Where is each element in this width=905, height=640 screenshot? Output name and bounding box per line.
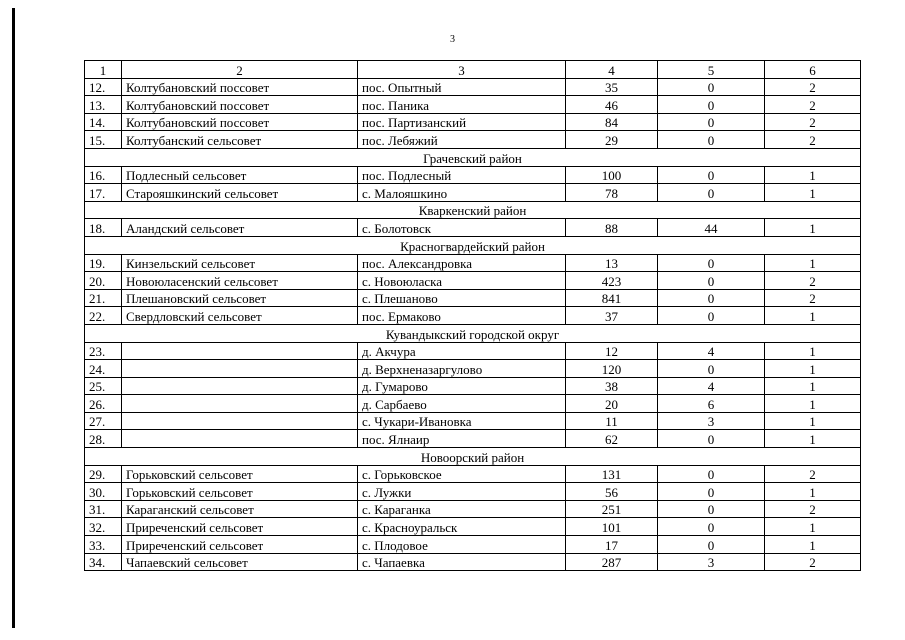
- row-number-cell: 14.: [85, 113, 122, 131]
- column-4-cell: 62: [566, 430, 658, 448]
- column-5-cell: 0: [658, 289, 765, 307]
- column-6-cell: 2: [765, 113, 861, 131]
- table-row: [85, 465, 861, 483]
- column-5-cell: 3: [658, 553, 765, 571]
- row-number-cell: 28.: [85, 430, 122, 448]
- row-number-cell: 17.: [85, 184, 122, 202]
- table-row: [85, 78, 861, 96]
- row-number-cell: 32.: [85, 518, 122, 536]
- settlement-cell: пос. Александровка: [358, 254, 566, 272]
- council-cell: Новоюласенский сельсовет: [122, 272, 358, 290]
- district-row: [85, 448, 861, 466]
- council-cell: Чапаевский сельсовет: [122, 553, 358, 571]
- district-title: Кваркенский район: [85, 201, 861, 219]
- council-cell: [122, 395, 358, 413]
- council-cell: [122, 412, 358, 430]
- council-cell: Подлесный сельсовет: [122, 166, 358, 184]
- council-cell: Приреченский сельсовет: [122, 518, 358, 536]
- council-cell: Плешановский сельсовет: [122, 289, 358, 307]
- settlement-cell: с. Малояшкино: [358, 184, 566, 202]
- council-cell: Караганский сельсовет: [122, 500, 358, 518]
- district-row: [85, 201, 861, 219]
- settlement-cell: с. Караганка: [358, 500, 566, 518]
- district-title: Грачевский район: [85, 148, 861, 166]
- settlement-cell: с. Красноуральск: [358, 518, 566, 536]
- column-header-1: 1: [85, 61, 122, 79]
- column-4-cell: 101: [566, 518, 658, 536]
- column-4-cell: 20: [566, 395, 658, 413]
- column-6-cell: 1: [765, 184, 861, 202]
- column-5-cell: 0: [658, 166, 765, 184]
- row-number-cell: 31.: [85, 500, 122, 518]
- column-6-cell: 1: [765, 483, 861, 501]
- column-4-cell: 423: [566, 272, 658, 290]
- column-4-cell: 56: [566, 483, 658, 501]
- column-4-cell: 46: [566, 96, 658, 114]
- row-number-cell: 29.: [85, 465, 122, 483]
- council-cell: Старояшкинский сельсовет: [122, 184, 358, 202]
- council-cell: [122, 377, 358, 395]
- table-row: [85, 430, 861, 448]
- district-title: Красногвардейский район: [85, 236, 861, 254]
- column-4-cell: 84: [566, 113, 658, 131]
- row-number-cell: 26.: [85, 395, 122, 413]
- column-6-cell: 2: [765, 96, 861, 114]
- column-6-cell: 1: [765, 360, 861, 378]
- column-4-cell: 100: [566, 166, 658, 184]
- council-cell: Кинзельский сельсовет: [122, 254, 358, 272]
- settlement-cell: пос. Ялнаир: [358, 430, 566, 448]
- column-5-cell: 4: [658, 377, 765, 395]
- column-4-cell: 13: [566, 254, 658, 272]
- column-5-cell: 0: [658, 307, 765, 325]
- council-cell: [122, 430, 358, 448]
- column-4-cell: 29: [566, 131, 658, 149]
- district-title: Новоорский район: [85, 448, 861, 466]
- column-5-cell: 0: [658, 184, 765, 202]
- settlement-cell: с. Горьковское: [358, 465, 566, 483]
- column-5-cell: 0: [658, 430, 765, 448]
- column-4-cell: 120: [566, 360, 658, 378]
- table-header-row: [85, 61, 861, 79]
- row-number-cell: 18.: [85, 219, 122, 237]
- district-row: [85, 148, 861, 166]
- column-6-cell: 2: [765, 500, 861, 518]
- row-number-cell: 15.: [85, 131, 122, 149]
- column-5-cell: 0: [658, 131, 765, 149]
- column-5-cell: 0: [658, 465, 765, 483]
- column-4-cell: 12: [566, 342, 658, 360]
- council-cell: Аландский сельсовет: [122, 219, 358, 237]
- column-6-cell: 2: [765, 78, 861, 96]
- row-number-cell: 20.: [85, 272, 122, 290]
- row-number-cell: 19.: [85, 254, 122, 272]
- column-6-cell: 1: [765, 342, 861, 360]
- column-5-cell: 0: [658, 78, 765, 96]
- column-6-cell: 1: [765, 518, 861, 536]
- council-cell: [122, 360, 358, 378]
- row-number-cell: 33.: [85, 536, 122, 554]
- settlement-cell: пос. Лебяжий: [358, 131, 566, 149]
- column-5-cell: 0: [658, 536, 765, 554]
- column-header-3: 3: [358, 61, 566, 79]
- column-6-cell: 1: [765, 377, 861, 395]
- row-number-cell: 12.: [85, 78, 122, 96]
- column-5-cell: 0: [658, 113, 765, 131]
- settlement-cell: д. Гумарово: [358, 377, 566, 395]
- column-4-cell: 287: [566, 553, 658, 571]
- column-4-cell: 88: [566, 219, 658, 237]
- settlement-cell: пос. Подлесный: [358, 166, 566, 184]
- column-4-cell: 37: [566, 307, 658, 325]
- column-header-4: 4: [566, 61, 658, 79]
- settlement-cell: пос. Паника: [358, 96, 566, 114]
- column-5-cell: 4: [658, 342, 765, 360]
- council-cell: Колтубановский поссовет: [122, 78, 358, 96]
- settlement-cell: с. Лужки: [358, 483, 566, 501]
- settlement-cell: д. Верхненазаргулово: [358, 360, 566, 378]
- column-4-cell: 11: [566, 412, 658, 430]
- table-row: [85, 518, 861, 536]
- column-5-cell: 3: [658, 412, 765, 430]
- column-6-cell: 1: [765, 219, 861, 237]
- column-4-cell: 38: [566, 377, 658, 395]
- settlement-cell: с. Плодовое: [358, 536, 566, 554]
- council-cell: Колтубановский поссовет: [122, 96, 358, 114]
- column-header-6: 6: [765, 61, 861, 79]
- row-number-cell: 23.: [85, 342, 122, 360]
- settlement-cell: пос. Опытный: [358, 78, 566, 96]
- table-row: [85, 553, 861, 571]
- table-row: [85, 395, 861, 413]
- council-cell: Колтубанский сельсовет: [122, 131, 358, 149]
- column-header-2: 2: [122, 61, 358, 79]
- column-5-cell: 6: [658, 395, 765, 413]
- column-5-cell: 0: [658, 518, 765, 536]
- council-cell: Горьковский сельсовет: [122, 483, 358, 501]
- settlement-cell: с. Новоюласка: [358, 272, 566, 290]
- table-row: [85, 96, 861, 114]
- row-number-cell: 16.: [85, 166, 122, 184]
- column-5-cell: 0: [658, 96, 765, 114]
- council-cell: Приреченский сельсовет: [122, 536, 358, 554]
- table-row: [85, 131, 861, 149]
- table-row: [85, 166, 861, 184]
- table-body: [85, 61, 861, 571]
- page-number: 3: [450, 34, 455, 45]
- district-row: [85, 324, 861, 342]
- table-row: [85, 272, 861, 290]
- row-number-cell: 30.: [85, 483, 122, 501]
- column-6-cell: 1: [765, 166, 861, 184]
- district-row: [85, 236, 861, 254]
- council-cell: Колтубановский поссовет: [122, 113, 358, 131]
- district-title: Кувандыкский городской округ: [85, 324, 861, 342]
- column-6-cell: 1: [765, 412, 861, 430]
- table-row: [85, 184, 861, 202]
- row-number-cell: 22.: [85, 307, 122, 325]
- column-6-cell: 1: [765, 254, 861, 272]
- settlement-cell: д. Акчура: [358, 342, 566, 360]
- column-6-cell: 2: [765, 553, 861, 571]
- table-row: [85, 113, 861, 131]
- settlements-table: [84, 60, 861, 571]
- row-number-cell: 25.: [85, 377, 122, 395]
- scan-edge-line: [12, 8, 15, 628]
- settlement-cell: д. Сарбаево: [358, 395, 566, 413]
- column-header-5: 5: [658, 61, 765, 79]
- table-row: [85, 500, 861, 518]
- council-cell: Горьковский сельсовет: [122, 465, 358, 483]
- column-4-cell: 17: [566, 536, 658, 554]
- settlement-cell: с. Чапаевка: [358, 553, 566, 571]
- column-5-cell: 0: [658, 272, 765, 290]
- column-6-cell: 1: [765, 536, 861, 554]
- settlement-cell: пос. Ермаково: [358, 307, 566, 325]
- column-6-cell: 1: [765, 395, 861, 413]
- column-4-cell: 251: [566, 500, 658, 518]
- column-4-cell: 841: [566, 289, 658, 307]
- council-cell: Свердловский сельсовет: [122, 307, 358, 325]
- column-5-cell: 0: [658, 483, 765, 501]
- column-4-cell: 131: [566, 465, 658, 483]
- column-4-cell: 78: [566, 184, 658, 202]
- column-6-cell: 2: [765, 272, 861, 290]
- column-6-cell: 2: [765, 465, 861, 483]
- table-row: [85, 412, 861, 430]
- settlement-cell: с. Болотовск: [358, 219, 566, 237]
- column-5-cell: 0: [658, 360, 765, 378]
- table-row: [85, 377, 861, 395]
- table-row: [85, 219, 861, 237]
- column-5-cell: 0: [658, 500, 765, 518]
- settlement-cell: с. Плешаново: [358, 289, 566, 307]
- row-number-cell: 34.: [85, 553, 122, 571]
- column-6-cell: 1: [765, 307, 861, 325]
- column-6-cell: 1: [765, 430, 861, 448]
- column-5-cell: 0: [658, 254, 765, 272]
- column-6-cell: 2: [765, 131, 861, 149]
- row-number-cell: 13.: [85, 96, 122, 114]
- column-5-cell: 44: [658, 219, 765, 237]
- column-6-cell: 2: [765, 289, 861, 307]
- table-row: [85, 483, 861, 501]
- table-row: [85, 254, 861, 272]
- row-number-cell: 27.: [85, 412, 122, 430]
- table-row: [85, 536, 861, 554]
- table-row: [85, 360, 861, 378]
- settlement-cell: с. Чукари-Ивановка: [358, 412, 566, 430]
- row-number-cell: 24.: [85, 360, 122, 378]
- column-4-cell: 35: [566, 78, 658, 96]
- table-row: [85, 307, 861, 325]
- settlement-cell: пос. Партизанский: [358, 113, 566, 131]
- table-row: [85, 289, 861, 307]
- row-number-cell: 21.: [85, 289, 122, 307]
- council-cell: [122, 342, 358, 360]
- table-row: [85, 342, 861, 360]
